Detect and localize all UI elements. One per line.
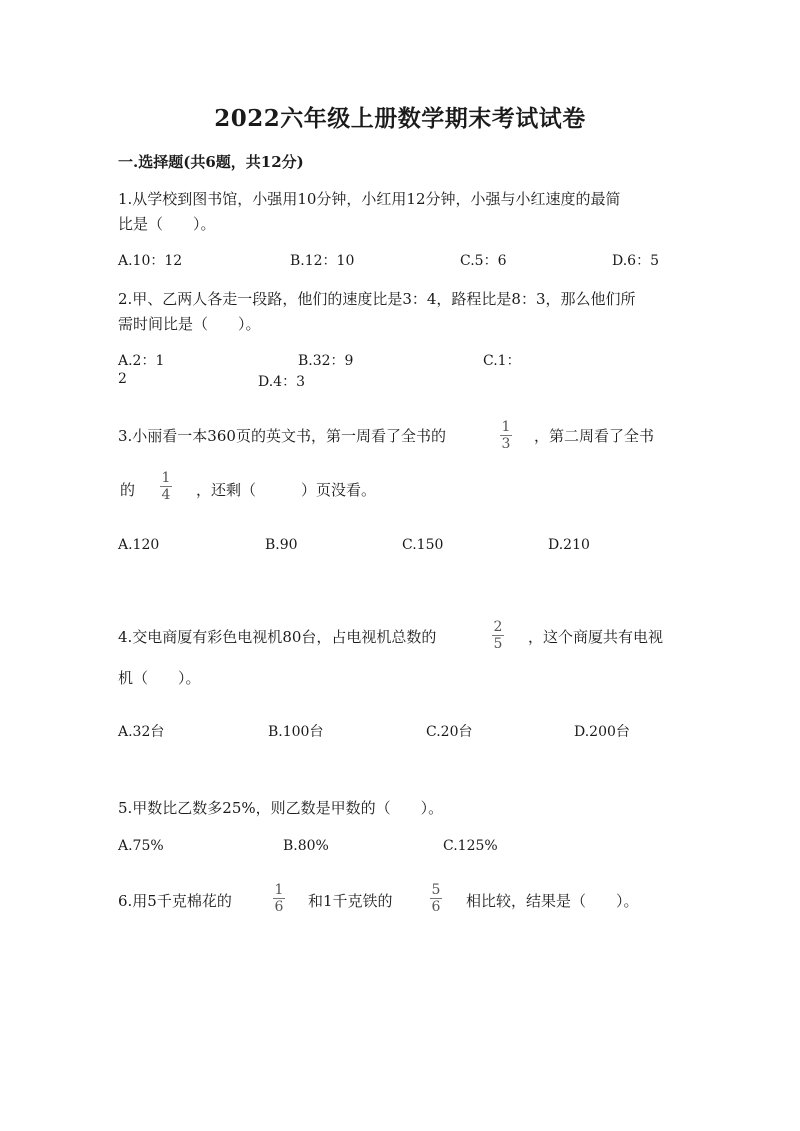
question-2-option-c[interactable]: C.1： xyxy=(483,353,521,369)
question-2-line-1: 2.甲、乙两人各走一段路，他们的速度比是3：4，路程比是8：3，那么他们所 xyxy=(118,290,636,308)
fraction-one-sixth xyxy=(271,883,287,914)
question-4-option-d[interactable]: D.200台 xyxy=(574,724,630,740)
fraction-denominator: 6 xyxy=(274,899,284,915)
question-1-line-1: 1.从学校到图书馆，小强用10分钟，小红用12分钟，小强与小红速度的最简 xyxy=(118,190,621,208)
question-4-option-a[interactable]: A.32台 xyxy=(118,724,165,740)
fraction-two-fifths xyxy=(490,620,506,651)
question-1-option-c[interactable]: C.5：6 xyxy=(460,253,507,269)
question-2-line-2: 需时间比是（ ）。 xyxy=(118,315,261,333)
question-5-option-b[interactable]: B.80% xyxy=(283,838,329,854)
question-4-line-1b: ，这个商厦共有电视 xyxy=(528,628,664,646)
question-5-option-c[interactable]: C.125% xyxy=(443,838,498,854)
question-2-option-b[interactable]: B.32：9 xyxy=(298,353,354,369)
question-4-option-b[interactable]: B.100台 xyxy=(268,724,324,740)
fraction-denominator: 5 xyxy=(493,636,503,652)
question-5-option-a[interactable]: A.75% xyxy=(118,838,164,854)
question-3-option-c[interactable]: C.150 xyxy=(402,537,444,553)
question-3-line-2b: ，还剩（ ）页没看。 xyxy=(196,481,377,499)
question-2-option-c-cont: 2 xyxy=(118,371,127,387)
question-5-line-1: 5.甲数比乙数多25%，则乙数是甲数的（ ）。 xyxy=(118,799,444,817)
question-3-line-1b: ，第二周看了全书 xyxy=(534,427,655,445)
question-1-line-2: 比是（ ）。 xyxy=(118,215,216,233)
section-heading: 一.选择题(共6题，共12分) xyxy=(118,153,304,171)
question-3-option-a[interactable]: A.120 xyxy=(118,537,160,553)
fraction-one-third xyxy=(498,420,514,451)
question-1-option-a[interactable]: A.10：12 xyxy=(118,253,183,269)
question-3-option-b[interactable]: B.90 xyxy=(265,537,298,553)
fraction-denominator: 3 xyxy=(501,436,511,452)
fraction-numerator: 1 xyxy=(274,882,284,898)
question-2-option-d[interactable]: D.4：3 xyxy=(258,374,305,390)
question-4-line-2: 机（ ）。 xyxy=(118,669,201,687)
fraction-numerator: 1 xyxy=(501,419,511,435)
question-4-option-c[interactable]: C.20台 xyxy=(426,724,473,740)
question-2-option-a[interactable]: A.2：1 xyxy=(118,353,165,369)
question-1-option-b[interactable]: B.12：10 xyxy=(290,253,355,269)
fraction-numerator: 5 xyxy=(431,882,441,898)
fraction-five-sixths xyxy=(428,883,444,914)
fraction-denominator: 4 xyxy=(161,487,171,503)
question-3-option-d[interactable]: D.210 xyxy=(548,537,590,553)
question-6-line-1c: 相比较，结果是（ ）。 xyxy=(466,892,639,910)
question-1-option-d[interactable]: D.6：5 xyxy=(612,253,659,269)
question-6-line-1a: 6.用5千克棉花的 xyxy=(118,892,232,910)
question-6-line-1b: 和1千克铁的 xyxy=(308,892,393,910)
page-title: 2022六年级上册数学期末考试试卷 xyxy=(214,105,586,132)
fraction-numerator: 2 xyxy=(493,619,503,635)
fraction-numerator: 1 xyxy=(161,470,171,486)
fraction-one-quarter xyxy=(158,471,174,502)
question-4-line-1a: 4.交电商厦有彩色电视机80台，占电视机总数的 xyxy=(118,628,437,646)
question-3-line-1a: 3.小丽看一本360页的英文书，第一周看了全书的 xyxy=(118,427,446,445)
fraction-denominator: 6 xyxy=(431,899,441,915)
question-3-line-2a: 的 xyxy=(120,481,136,499)
